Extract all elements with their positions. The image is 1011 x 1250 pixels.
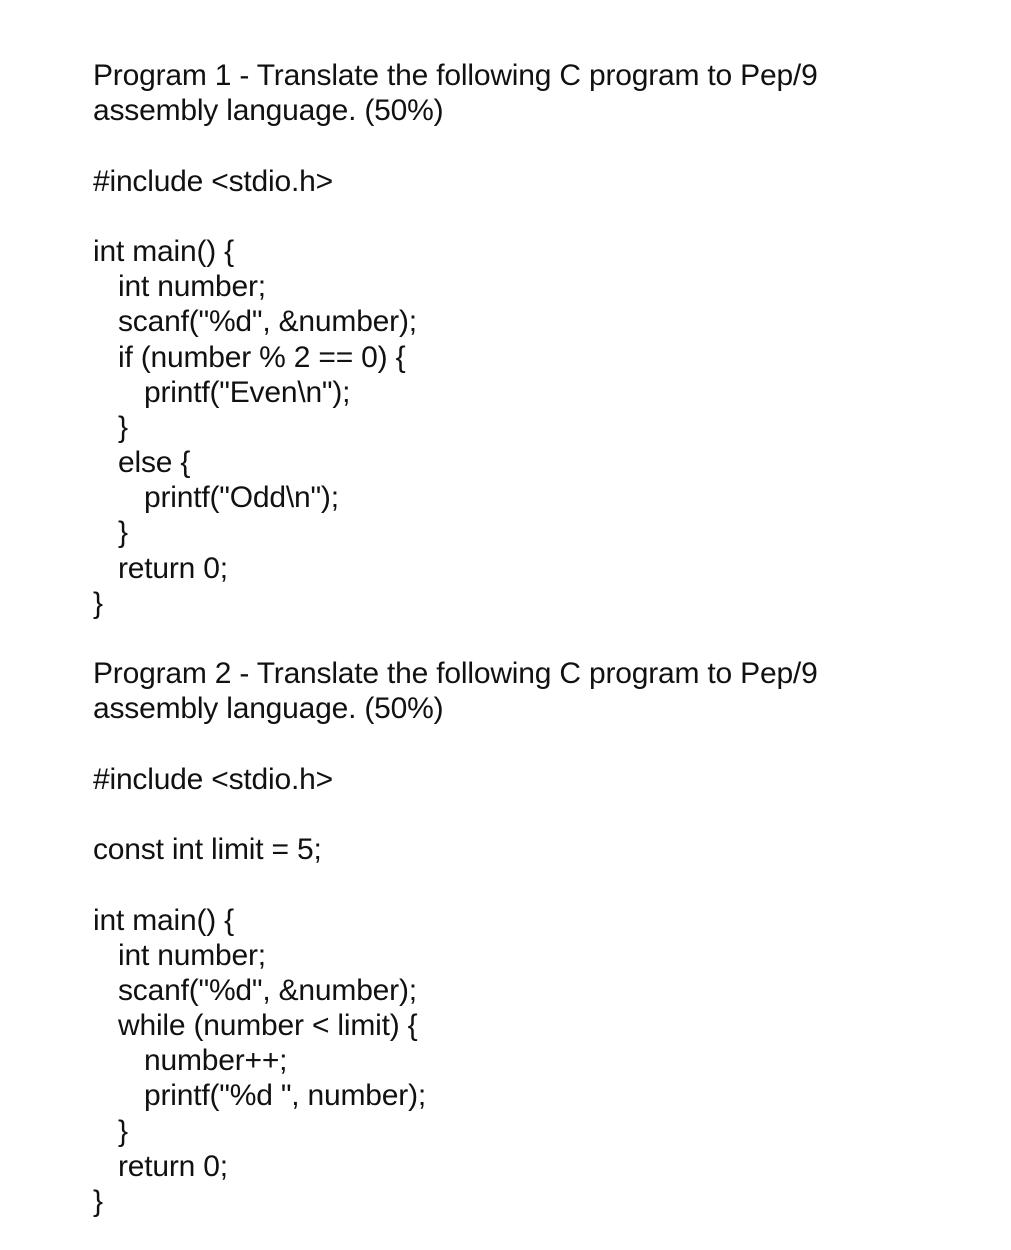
spacer: [93, 797, 973, 832]
program-1-scanf: scanf("%d", &number);: [118, 305, 417, 339]
spacer: [93, 867, 973, 902]
document-page: [93, 58, 973, 1219]
program-2-const-line: const int limit = 5;: [93, 833, 322, 867]
program-1-if-open: if (number % 2 == 0) {: [118, 340, 406, 374]
program-2-main-close: }: [93, 1185, 103, 1218]
program-1-else-open: else {: [118, 446, 191, 480]
program-1-return: return 0;: [118, 551, 228, 585]
program-2-section: [93, 656, 973, 1219]
spacer: [93, 199, 973, 234]
program-1-printf-even: printf("Even\n");: [144, 375, 351, 409]
program-1-if-close: }: [118, 410, 128, 444]
spacer: [93, 128, 973, 163]
program-1-include-line: #include <stdio.h>: [93, 164, 333, 198]
program-2-main-open: int main() {: [93, 903, 234, 937]
program-2-scanf: scanf("%d", &number);: [118, 973, 417, 1007]
program-2-return: return 0;: [118, 1149, 228, 1183]
program-1-else-close: }: [118, 516, 128, 550]
program-1-decl: int number;: [118, 270, 266, 304]
program-1-heading-line-2: assembly language. (50%): [93, 94, 444, 128]
program-2-while-close: }: [118, 1114, 128, 1148]
program-2-increment: number++;: [144, 1044, 288, 1078]
program-1-printf-odd: printf("Odd\n");: [144, 481, 339, 515]
program-2-include-line: #include <stdio.h>: [93, 762, 333, 796]
program-1-section: [93, 58, 973, 621]
program-2-printf: printf("%d ", number);: [144, 1079, 426, 1113]
spacer: [93, 727, 973, 762]
spacer: [93, 621, 973, 656]
program-2-heading-line-1: Program 2 - Translate the following C program to Pep/9: [93, 657, 818, 691]
program-1-heading-line-1: Program 1 - Translate the following C program to Pep/9: [93, 59, 818, 92]
program-2-while-open: while (number < limit) {: [118, 1009, 418, 1043]
program-2-decl: int number;: [118, 938, 266, 972]
program-2-heading-line-2: assembly language. (50%): [93, 692, 444, 726]
program-1-main-open: int main() {: [93, 234, 234, 268]
program-1-main-close: }: [93, 586, 103, 620]
